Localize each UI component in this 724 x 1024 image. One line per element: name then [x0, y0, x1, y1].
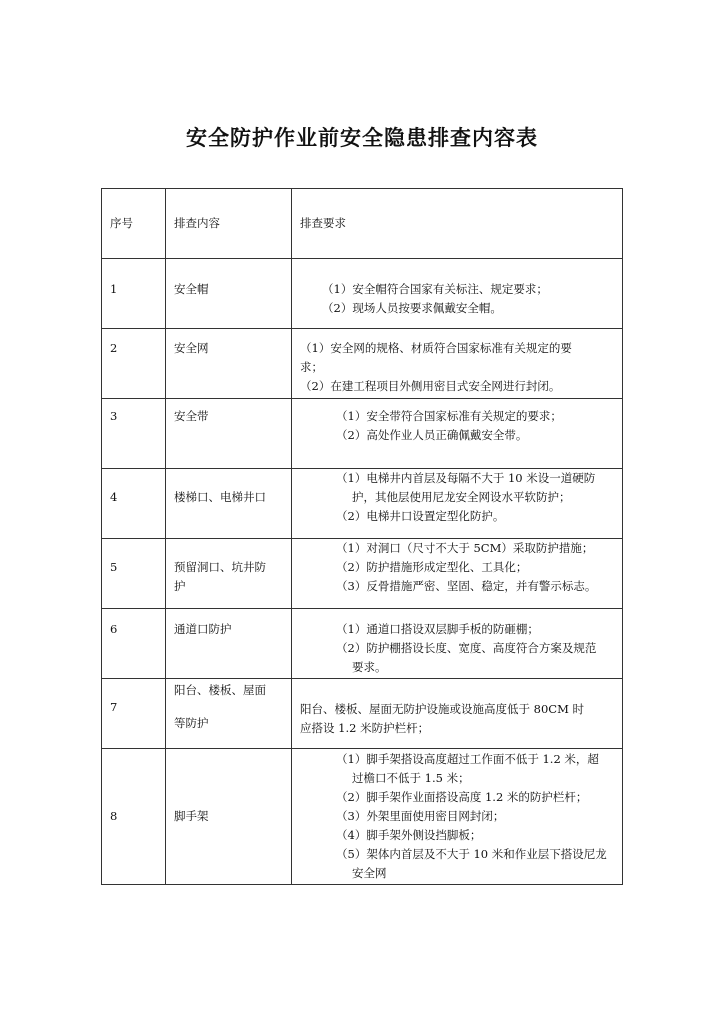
req-line: （5）架体内首层及不大于 10 米和作业层下搭设尼龙 [336, 847, 607, 861]
table-row [102, 539, 623, 609]
req-line: 阳台、楼板、屋面无防护设施或设施高度低于 80CM 时 [300, 702, 585, 716]
header-item-label: 排查内容 [174, 216, 220, 230]
header-cell-req [292, 189, 623, 259]
table-row [102, 469, 623, 539]
req-line: （1）电梯井内首层及每隔不大于 10 米设一道硬防 [336, 471, 596, 485]
req-line: 应搭设 1.2 米防护栏杆； [300, 721, 430, 735]
row-number: 3 [110, 409, 118, 423]
row-number: 4 [110, 490, 118, 504]
page-title: 安全防护作业前安全隐患排查内容表 [186, 126, 538, 150]
req-line: （2）脚手架作业面搭设高度 1.2 米的防护栏杆； [336, 790, 588, 804]
header-cell-item [166, 189, 292, 259]
req-line: （1）安全帽符合国家有关标注、规定要求； [322, 282, 548, 296]
row-item-line: 预留洞口、坑井防 [174, 560, 266, 574]
table-row [102, 749, 623, 885]
req-line: （1）安全带符合国家标准有关规定的要求； [336, 409, 562, 423]
table-row [102, 679, 623, 749]
row-number: 8 [110, 809, 118, 823]
req-line: （2）高处作业人员正确佩戴安全带。 [336, 428, 528, 442]
req-line: 要求。 [352, 660, 387, 674]
table-row [102, 329, 623, 399]
header-req-label: 排查要求 [300, 216, 346, 230]
row-item-line: 护 [174, 579, 186, 593]
req-line: （2）防护措施形成定型化、工具化； [336, 560, 528, 574]
req-line: （3）外架里面使用密目网封闭； [336, 809, 505, 823]
row-item: 脚手架 [174, 809, 209, 823]
req-line: 护，其他层使用尼龙安全网设水平软防护； [352, 490, 571, 504]
row-item: 楼梯口、电梯井口 [174, 490, 266, 504]
req-line: （1）对洞口（尺寸不大于 5CM）采取防护措施； [336, 541, 594, 555]
req-line: 安全网 [352, 866, 387, 880]
req-line: 过檐口不低于 1.5 米； [352, 771, 470, 785]
row-item-line: 阳台、楼板、屋面 [174, 683, 266, 697]
row-number: 5 [110, 560, 118, 574]
row-number: 2 [110, 341, 118, 355]
row-number: 1 [110, 282, 118, 296]
req-line: （2）现场人员按要求佩戴安全帽。 [322, 301, 502, 315]
table-row [102, 609, 623, 679]
req-line: 求； [300, 360, 323, 374]
row-item: 通道口防护 [174, 622, 232, 636]
req-line: （1）脚手架搭设高度超过工作面不低于 1.2 米，超 [336, 752, 599, 766]
req-line: （2）在建工程项目外侧用密目式安全网进行封闭。 [300, 379, 561, 393]
header-num-label: 序号 [110, 216, 133, 230]
header-cell-num [102, 189, 166, 259]
row-item-line: 等防护 [174, 716, 209, 730]
row-number: 6 [110, 622, 118, 636]
req-line: （3）反骨措施严密、坚固、稳定，并有警示标志。 [336, 579, 597, 593]
table-row [102, 399, 623, 469]
inspection-table [101, 188, 623, 885]
table-header-row [102, 189, 623, 259]
req-line: （4）脚手架外侧设挡脚板； [336, 828, 482, 842]
row-item: 安全帽 [174, 282, 209, 296]
req-line: （1）安全网的规格、材质符合国家标准有关规定的要 [300, 341, 572, 355]
req-line: （2）电梯井口设置定型化防护。 [336, 509, 505, 523]
row-item: 安全网 [174, 341, 209, 355]
row-number: 7 [110, 700, 118, 714]
table-row [102, 259, 623, 329]
req-line: （1）通道口搭设双层脚手板的防砸棚； [336, 622, 539, 636]
req-line: （2）防护棚搭设长度、宽度、高度符合方案及规范 [336, 641, 597, 655]
row-item: 安全带 [174, 409, 209, 423]
